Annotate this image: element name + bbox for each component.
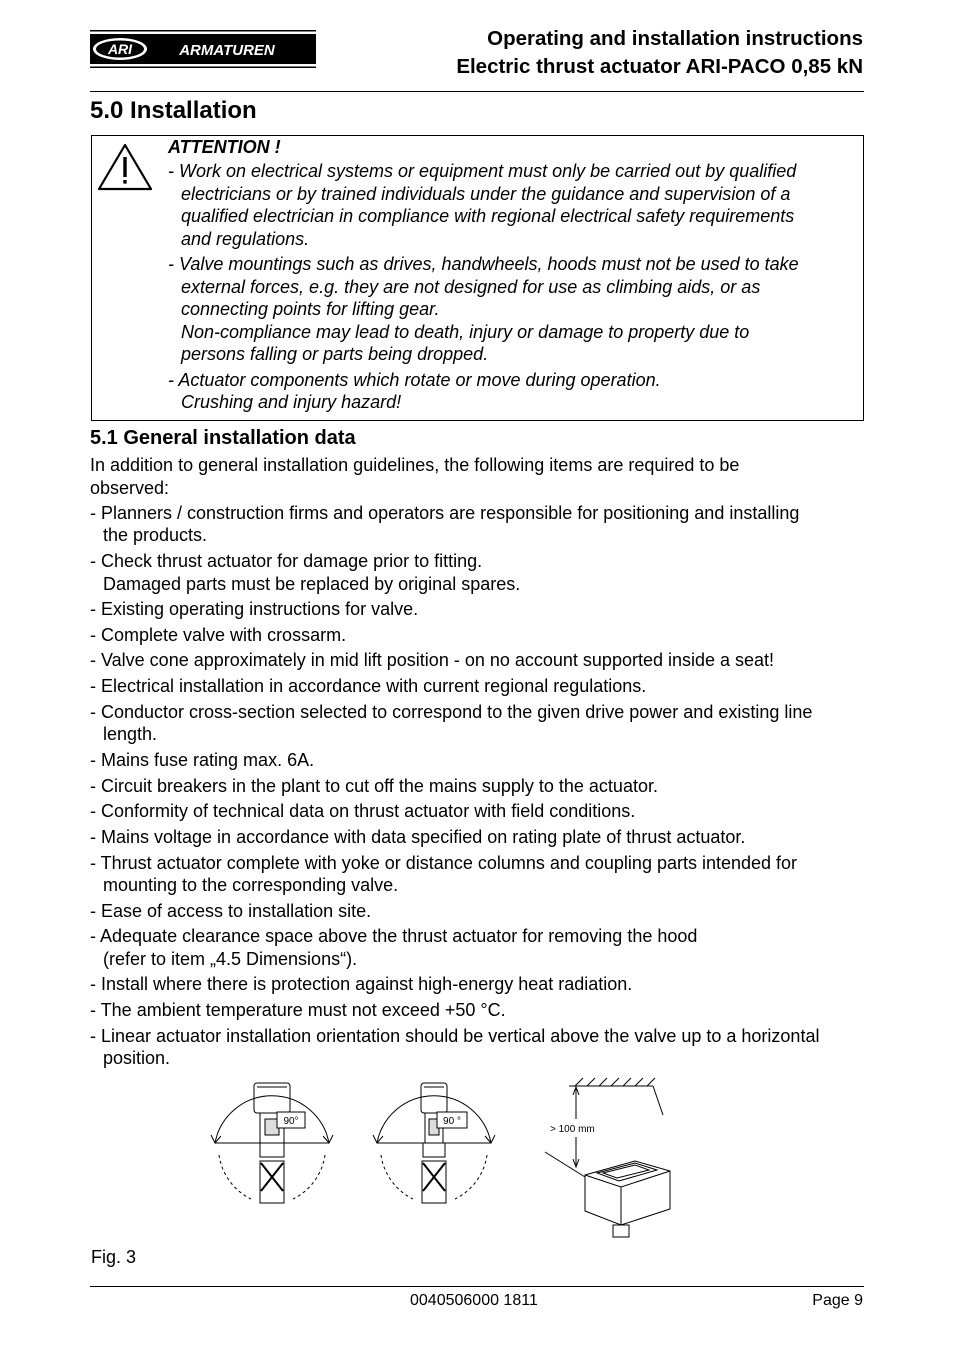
- page-number: Page 9: [812, 1292, 863, 1309]
- list-item-continuation: (refer to item „4.5 Dimensions“).: [103, 949, 358, 969]
- attention-line: - Valve mountings such as drives, handwheels, hoods must not be used to take: [168, 254, 799, 274]
- body-text-line: In addition to general installation guidelines, the following items are required to be: [90, 455, 740, 475]
- list-item: - The ambient temperature must not exceed +50 °C.: [90, 1000, 506, 1020]
- orientation-diagram-2: [373, 1083, 495, 1203]
- document-number: 0040506000 1811: [410, 1292, 538, 1309]
- list-item: - Planners / construction firms and operators are responsible for positioning and installing: [90, 503, 800, 523]
- attention-line: electricians or by trained individuals under the guidance and supervision of a: [181, 184, 791, 204]
- list-item: - Thrust actuator complete with yoke or distance columns and coupling parts intended for: [90, 853, 798, 873]
- orientation-diagram-1: [211, 1083, 333, 1203]
- svg-text:ARI: ARI: [107, 41, 133, 57]
- list-item-continuation: the products.: [103, 525, 208, 545]
- list-item: - Install where there is protection against high-energy heat radiation.: [90, 974, 633, 994]
- attention-line: - Actuator components which rotate or move during operation.: [168, 370, 661, 390]
- attention-line: connecting points for lifting gear.: [181, 299, 440, 319]
- list-item-continuation: mounting to the corresponding valve.: [103, 875, 399, 895]
- installation-orientation-figure: [205, 1077, 675, 1239]
- list-item: - Mains voltage in accordance with data specified on rating plate of thrust actuator.: [90, 827, 746, 847]
- list-item: - Valve cone approximately in mid lift position - on no account supported inside a seat!: [90, 650, 775, 670]
- attention-line: and regulations.: [181, 229, 310, 249]
- list-item: - Conductor cross-section selected to correspond to the given drive power and existing line: [90, 702, 813, 722]
- list-item: - Existing operating instructions for valve.: [90, 599, 419, 619]
- list-item: - Conformity of technical data on thrust actuator with field conditions.: [90, 801, 636, 821]
- svg-text:90 °: 90 °: [443, 1116, 461, 1127]
- document-title-line1: Operating and installation instructions: [487, 27, 863, 50]
- ari-armaturen-logo: [90, 30, 316, 68]
- svg-text:> 100 mm: > 100 mm: [550, 1124, 595, 1135]
- list-item: - Mains fuse rating max. 6A.: [90, 750, 315, 770]
- list-item-continuation: Damaged parts must be replaced by original spares.: [103, 574, 521, 594]
- attention-line: - Work on electrical systems or equipment must only be carried out by qualified: [168, 161, 797, 181]
- subsection-heading: 5.1 General installation data: [90, 427, 356, 449]
- attention-title: ATTENTION !: [168, 137, 281, 157]
- attention-line: external forces, e.g. they are not designed for use as climbing aids, or as: [181, 277, 761, 297]
- attention-line: qualified electrician in compliance with regional electrical safety requirements: [181, 206, 795, 226]
- attention-line: persons falling or parts being dropped.: [181, 344, 489, 364]
- attention-line: Non-compliance may lead to death, injury or damage to property due to: [181, 322, 750, 342]
- list-item: - Linear actuator installation orientation should be vertical above the valve up to a horizontal: [90, 1026, 820, 1046]
- list-item: - Complete valve with crossarm.: [90, 625, 347, 645]
- list-item: - Ease of access to installation site.: [90, 901, 372, 921]
- body-text-line: observed:: [90, 478, 170, 498]
- footer-divider: [90, 1286, 864, 1287]
- list-item: - Check thrust actuator for damage prior to fitting.: [90, 551, 483, 571]
- svg-text:ARMATUREN: ARMATUREN: [179, 42, 275, 59]
- warning-triangle-icon: [96, 142, 154, 192]
- list-item-continuation: position.: [103, 1048, 171, 1068]
- header-divider: [90, 91, 864, 92]
- clearance-diagram: [540, 1078, 670, 1237]
- list-item: - Circuit breakers in the plant to cut off the mains supply to the actuator.: [90, 776, 658, 796]
- list-item-continuation: length.: [103, 724, 158, 744]
- list-item: - Electrical installation in accordance with current regional regulations.: [90, 676, 647, 696]
- svg-text:90°: 90°: [283, 1116, 299, 1127]
- section-heading: 5.0 Installation: [90, 97, 257, 124]
- document-title-line2: Electric thrust actuator ARI-PACO 0,85 kN: [456, 55, 863, 78]
- list-item: - Adequate clearance space above the thrust actuator for removing the hood: [90, 926, 698, 946]
- figure-caption: Fig. 3: [91, 1247, 137, 1267]
- attention-line: Crushing and injury hazard!: [181, 392, 402, 412]
